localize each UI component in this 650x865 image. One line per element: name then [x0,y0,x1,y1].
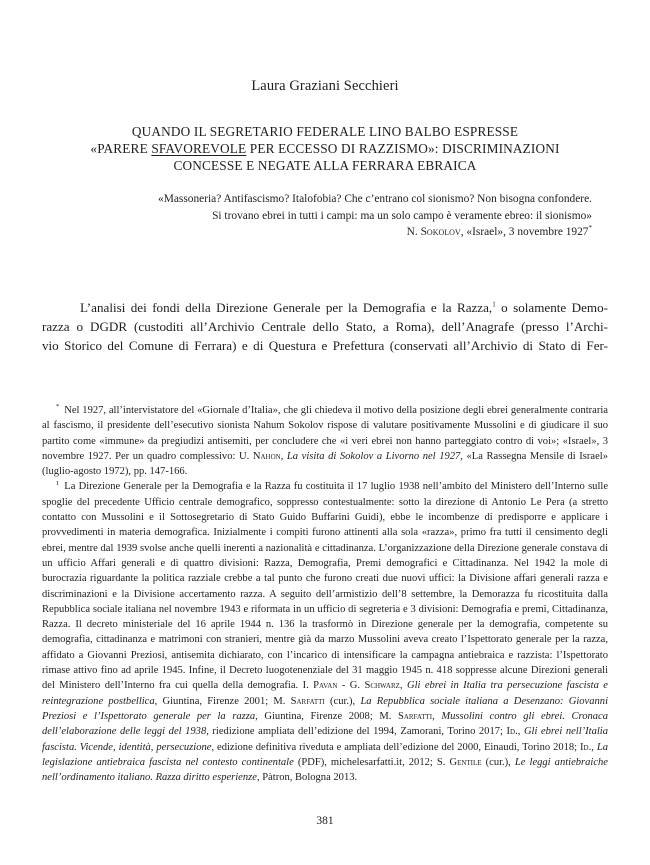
title-line-2: «PARERE SFAVOREVOLE PER ECCESSO DI RAZZISMO»: DISCRIMINAZIONI [90,141,560,156]
epigraph-line-2: Si trovano ebrei in tutti i campi: ma un solo campo è veramente ebreo: il sionismo» [212,209,592,222]
body-line-1: L’analisi dei fondi della Direzione Generale per la Demografia e la Razza,$^1$ o solamente Demo- [80,300,608,315]
body-line-3: vio Storico del Comune di Ferrara) e di Questura e Prefettura (conservati all’Archivio di Stato di Fer- [42,338,608,353]
epigraph-line-1: «Massoneria? Antifascismo? Italofobia? Che c’entrano col sionismo? Non bisogna confondere. [158,193,592,205]
epigraph-source: N. Sokolov, «Israel», 3 novembre 1927* [406,224,592,238]
body-line-2: razza o DGDR (custoditi all’Archivio Centrale dello Stato, a Roma), dell’Anagrafe (presso l’Archi- [42,319,608,334]
body-paragraph [42,298,608,355]
epigraph [72,191,592,241]
footnote-mark-1: 1 [492,300,496,309]
title-line-3: CONCESSE E NEGATE ALLA FERRARA EBRAICA [173,158,477,173]
underlined-word: SFAVOREVOLE [151,141,247,156]
footnotes [42,403,608,785]
chapter-title [60,123,590,174]
title-line-1: QUANDO IL SEGRETARIO FEDERALE LINO BALBO ESPRESSE [131,124,519,139]
footnote-1: $^1$ La Direzione Generale per la Demografia e la Razza fu costituita il 17 luglio 1938 nell’ambito del Ministero dell’Interno sulle spoglie del precedente Ufficio centrale demografico, soppresso contestualmente: sotto la direzione di Antonio Le Pera (a stretto contatto con Mussolini e il Sottosegretario di Stato Guido Buffarini Guidi), ebbe le incombenze di predisporre e applicare i provvedimenti in materia demografica. Inizialmente i compiti furono attinenti alla sola «razza», primo fra tutti il censimento degli ebrei, mentre dal 1939 svolse anche quelli inerenti a nazionalità e cittadinanza. L’organizzazione della Direzione generale constava di un ufficio Affari generali e di quattro divisioni: Razza, Demografia, Premi demografici e Cittadinanza. Nel 1942 la mole di burocrazia riguardante la politica razziale crebbe a tal punto che furono creati due nuovi uffici: la Divisione affari generali razza e discriminazioni e la Divisione accertamento razza. A seguito dell’armistizio dell’8 settembre, la Demorazza fu ricostituita dalla Repubblica sociale italiana nel novembre 1943 e riformata in un ufficio di segreteria e 3 divisioni: Demografia e premi, Cittadinanza, Razza. Il decreto ministeriale del 16 aprile 1944 n. 136 la trasformò in Direzione generale per la demografia, competente su demografia, cittadinanza e matrimoni con stranieri, mentre già da marzo Mussolini aveva creato l’Ispettorato generale per la razza, affidato a Giovanni Preziosi, antisemita dichiarato, con l’incarico di intensificare la campagna antiebraica e razzista: l’Ispettorato rimase attivo fino ad aprile 1945. Infine, il Decreto luogotenenziale del 31 maggio 1945 n. 418 soppresse alcune Direzioni generali del Ministero dell’Interno fra cui quella della demografia. I. Pavan - G. Schwarz, Gli ebrei in Italia tra persecuzione fascista e reintegrazione postbellica, Giuntina, Firenze 2001; M. Sarfatti (cur.), La Repubblica sociale italiana a Desenzano: Giovanni Preziosi e l’Ispettorato generale per la razza, Giuntina, Firenze 2008; M. Sarfatti, Mussolini contro gli ebrei. Cronaca dell’elaborazione delle leggi del 1938, riedizione ampliata dell’edizione del 1994, Zamorani, Torino 2017; Id., Gli ebrei nell’Italia fascista. Vicende, identità, persecuzione, edizione definitiva riveduta e ampliata dell’edizione del 2000, Einaudi, Torino 2018; Id., La legislazione antiebraica fascista nel contesto continentale (PDF), michelesarfatti.it, 2012; S. Gentile (cur.), Le leggi antiebraiche nell’ordinamento italiano. Razza diritto esperienze, Pàtron, Bologna 2013. [42,479,609,784]
author-name: Laura Graziani Secchieri [251,78,399,94]
page-number: 381 [316,815,334,827]
footnote-star: * Nel 1927, all’intervistatore del «Giornale d’Italia», che gli chiedeva il motivo della posizione degli ebrei generalmente contraria al fascismo, il presidente dell’esecutivo sionista Nahum Sokolov rispose di valutare positivamente Mussolini e di giudicare il suo partito come «immune» da pregiudizi antisemiti, per concludere che «i veri ebrei non hanno parteggiato contro di voi»; «Israel», 3 novembre 1927. Per un quadro complessivo: U. Nahon, La visita di Sokolov a Livorno nel 1927, «La Rassegna Mensile di Israel» (luglio-agosto 1972), pp. 147-166. [42,403,608,478]
footnote-mark-star: * [588,224,592,233]
